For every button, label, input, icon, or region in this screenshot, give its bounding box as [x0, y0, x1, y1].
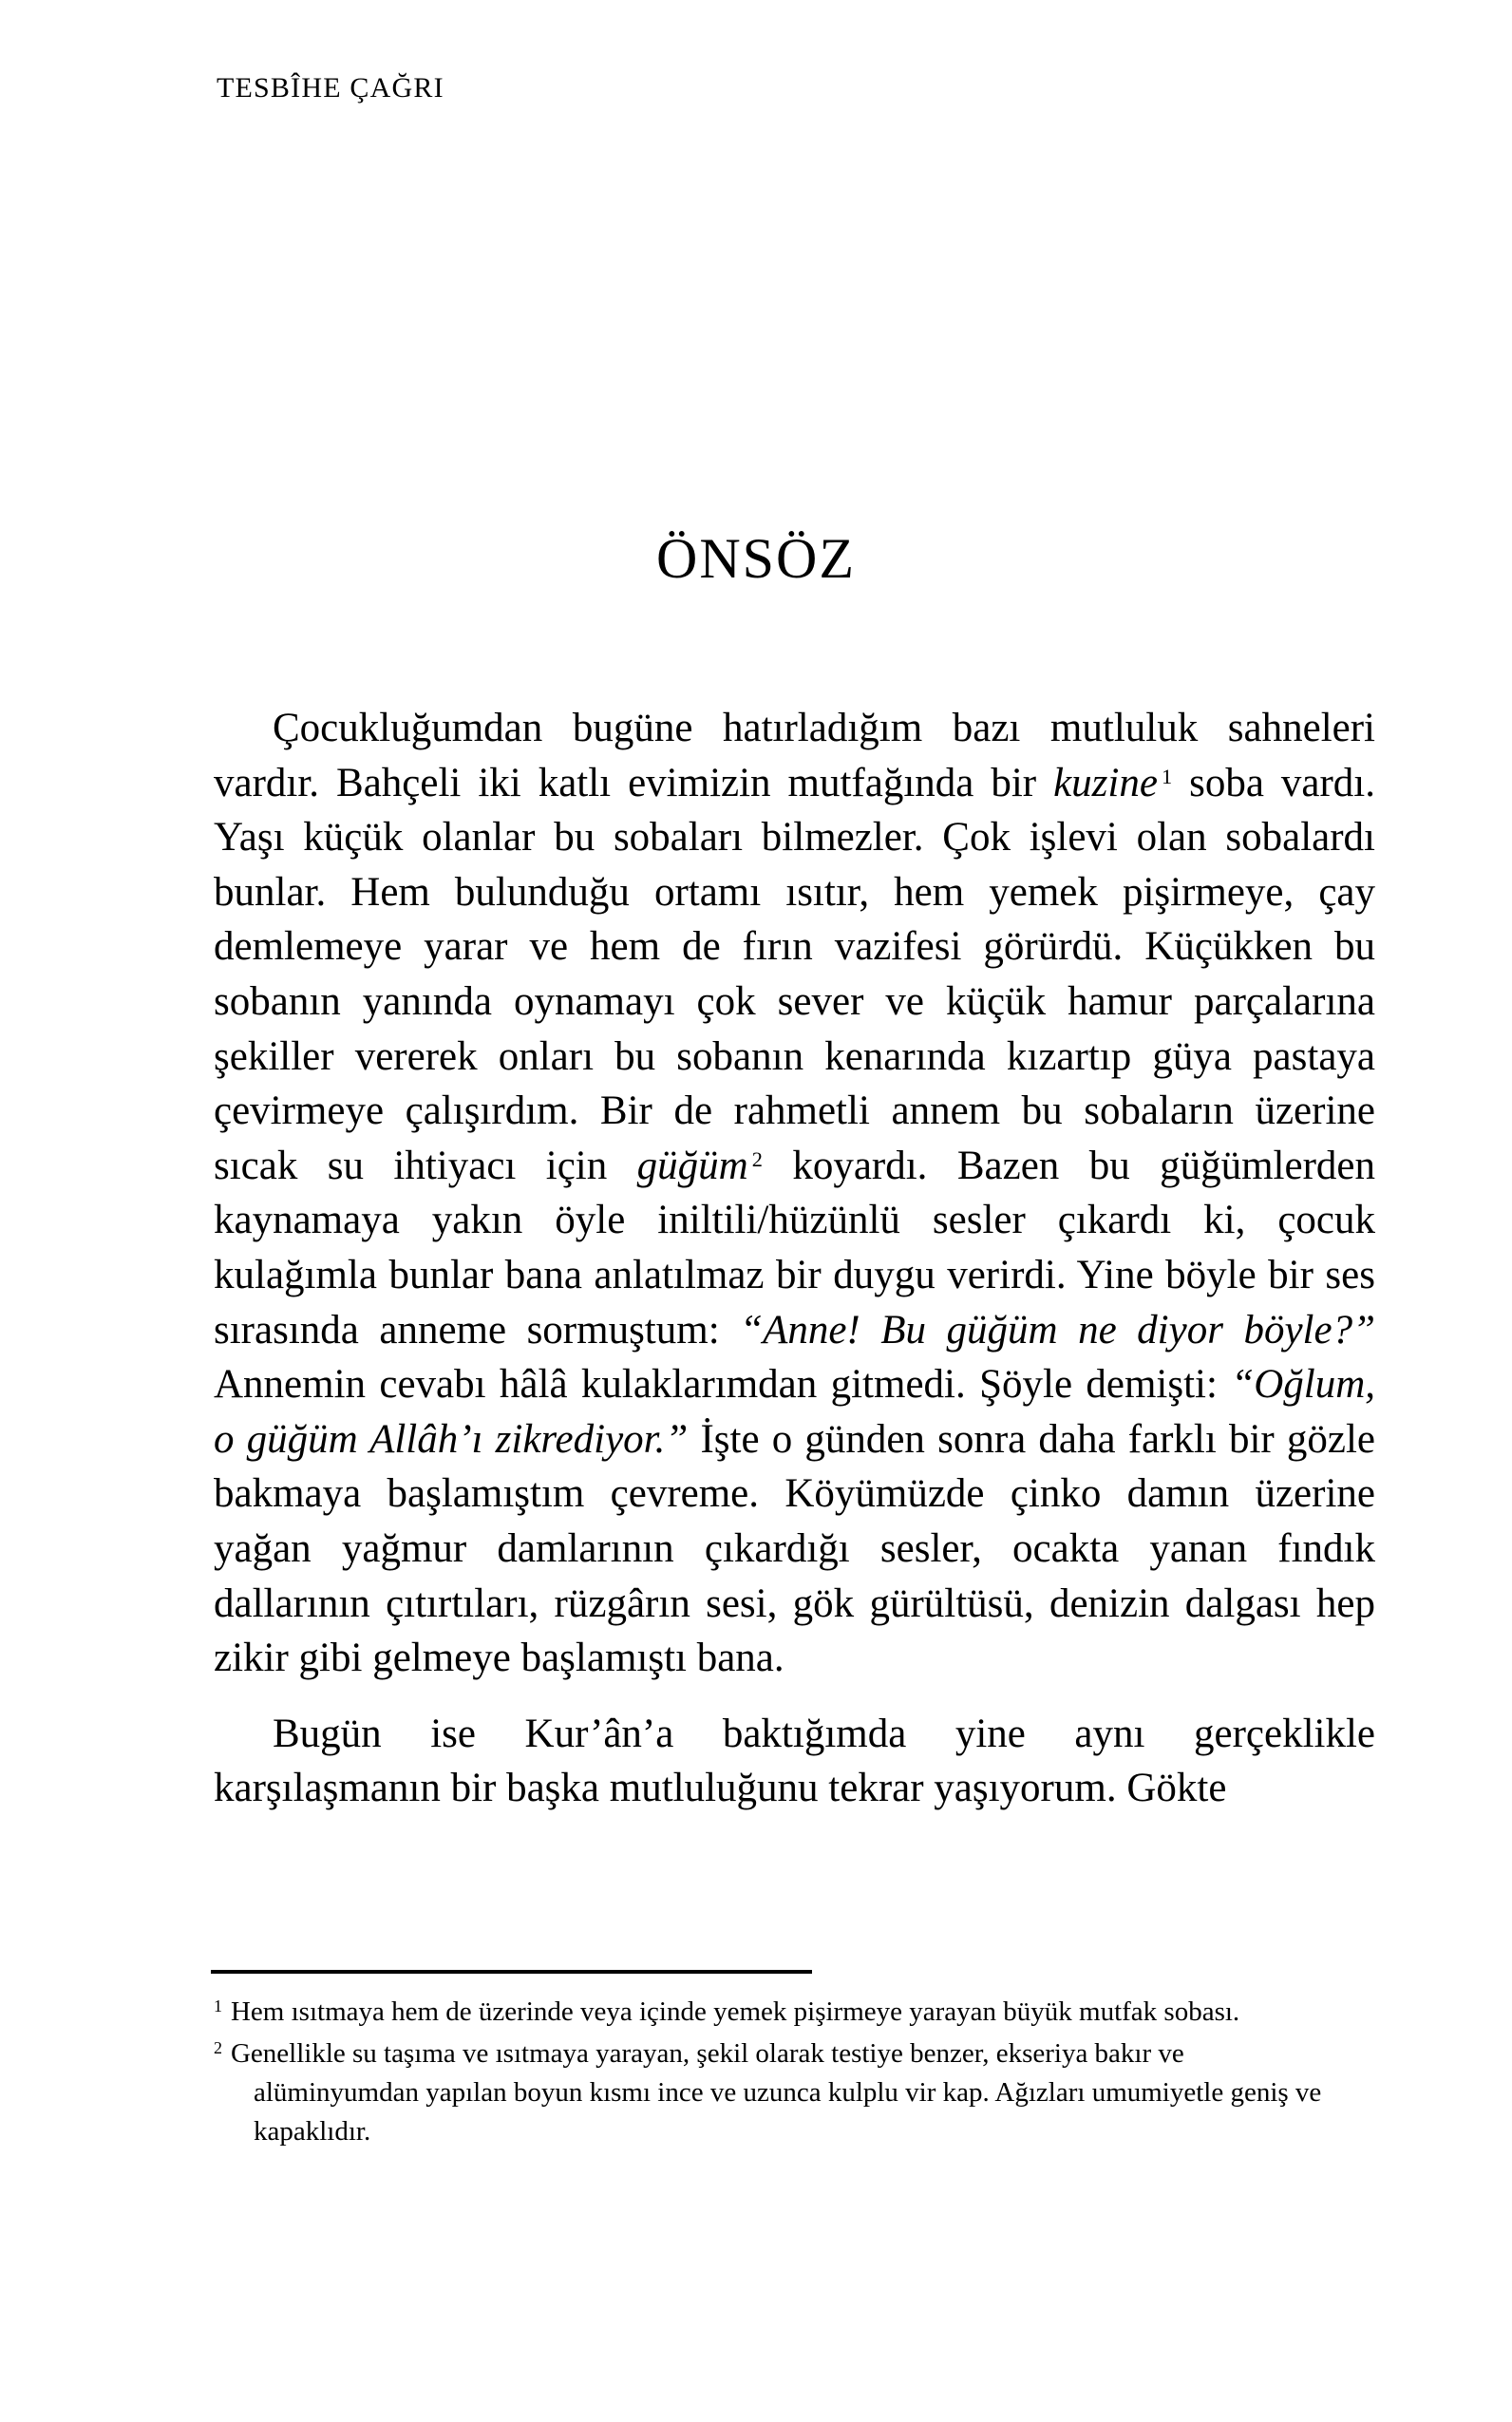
footnote-text: Genellikle su taşıma ve ısıtmaya yarayan, şekil olarak testiye benzer, ekseriya bakır ve alüminyumdan yapılan boyun kısmı ince ve uzunca kulplu vir kap. Ağızları umumiyetle geniş ve kapaklıdır.: [230, 2038, 1322, 2147]
footnote-item: [214, 1993, 1344, 2032]
footnote-ref-1[interactable]: 1: [1161, 765, 1173, 789]
paragraph-2: Bugün ise Kur’ân’a baktığımda yine aynı gerçeklikle karşılaşmanın bir başka mutluluğunu tekrar yaşıyorum. Gökte: [214, 1711, 1375, 1811]
paragraph-1-segment-9: Annemin cevabı hâlâ kulaklarımdan gitmedi. Şöyle demişti:: [214, 1362, 1232, 1408]
footnote-number: 2: [214, 2037, 222, 2057]
page-title: ÖNSÖZ: [655, 527, 856, 590]
body-text: [214, 701, 1375, 1816]
footnote-text: Hem ısıtmaya hem de üzerinde veya içinde yemek pişirmeye yarayan büyük mutfak sobası.: [230, 1996, 1240, 2027]
footnote-separator-rule: [211, 1970, 812, 1974]
term-gugum: güğüm: [636, 1143, 748, 1188]
footnotes-section: [214, 1993, 1344, 2151]
quote-oglum: “Oğlum, o güğüm Allâh’ı zikrediyor.”: [214, 1362, 1375, 1462]
paragraph-1-segment-1: Çocukluğumdan bugüne hatırladığım bazı mutluluk sahneleri vardır. Bahçeli iki katlı evimizin mutfağında bir: [214, 706, 1375, 805]
footnote-item: [214, 2034, 1344, 2151]
paragraph-1-segment-11: İşte o günden sonra daha farklı bir gözle bakmaya başlamıştım çevreme. Köyümüzde çinko damın üzerine yağan yağmur damlarının çıkardığı sesler, ocakta yanan fındık dallarının çıtırtıları, rüzgârın sesi, gök gürültüsü, denizin dalgası hep zikir gibi gelmeye başlamıştı bana.: [214, 1416, 1375, 1681]
paragraph-1-segment-7: koyardı. Bazen bu güğümlerden kaynamaya yakın öyle iniltili/hüzünlü sesler çıkardı ki, çocuk kulağımla bunlar bana anlatılmaz bir duygu verirdi. Yine böyle bir ses sırasında anneme sormuştum:: [214, 1143, 1375, 1353]
term-kuzine: kuzine: [1053, 760, 1158, 805]
paragraph-1: [214, 701, 1375, 1686]
paragraph-1-segment-4: soba vardı. Yaşı küçük olanlar bu sobaları bilmezler. Çok işlevi olan sobalardı bunlar. Hem bulunduğu ortamı ısıtır, hem yemek pişirmeye, çay demlemeye yarar ve hem de fırın vazifesi görürdü. Küçükken bu sobanın yanında oynamayı çok sever ve küçük hamur parçalarına şekiller vererek onları bu sobanın kenarında kızartıp güya pastaya çevirmeye çalışırdım. Bir de rahmetli annem bu sobaların üzerine sıcak su ihtiyacı için: [214, 760, 1375, 1188]
quote-anne: “Anne! Bu güğüm ne diyor böyle?”: [740, 1307, 1375, 1353]
footnote-number: 1: [214, 1996, 222, 2015]
footnote-ref-2[interactable]: 2: [751, 1147, 763, 1172]
running-head: TESBÎHE ÇAĞRI: [217, 72, 444, 104]
